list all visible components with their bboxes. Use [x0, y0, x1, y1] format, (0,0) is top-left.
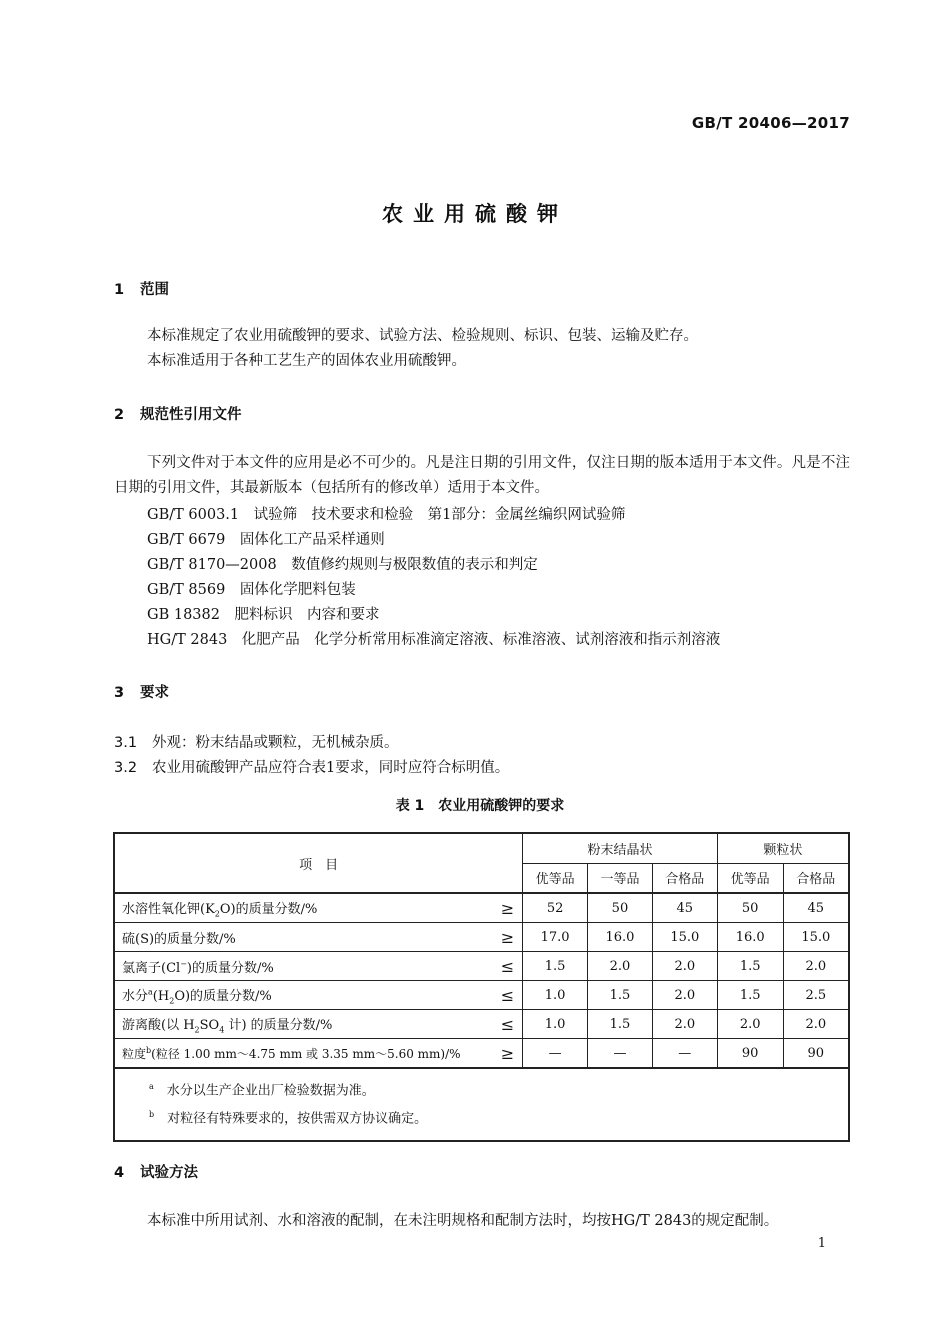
table-caption: 表 1 农业用硫酸钾的要求 — [395, 798, 565, 814]
document-title: 农业用硫酸钾 — [382, 202, 568, 226]
row-label: 游离酸(以 $H_2SO_4$ 计) 的质量分数/% ≤ — [114, 1010, 523, 1039]
table-cell: 2.0 — [783, 1010, 849, 1039]
table-cell: 17.0 — [523, 923, 588, 952]
reference-item — [147, 553, 538, 574]
section-number: 1 — [114, 282, 125, 298]
grade-header: 合格品 — [652, 863, 717, 893]
comparison-symbol: ≤ — [500, 986, 515, 1005]
clause-text: 农业用硫酸钾产品应符合表1要求，同时应符合标明值。 — [152, 760, 510, 776]
table-cell: 2.0 — [652, 1010, 717, 1039]
clause-number: 3.2 — [114, 760, 138, 776]
group-header-powder: 粉末结晶状 — [523, 833, 718, 863]
section-title: 范围 — [140, 282, 169, 298]
reference-code: GB 18382 — [147, 607, 220, 623]
section-title: 要求 — [140, 685, 169, 701]
table-cell: 1.5 — [588, 1010, 653, 1039]
table-cell: 2.5 — [783, 981, 849, 1010]
row-label: 硫(S)的质量分数/% ≥ — [114, 923, 523, 952]
table-cell: 50 — [588, 893, 653, 923]
table-cell: — — [588, 1039, 653, 1069]
row-label: 氯离子(Cl−)的质量分数/% ≤ — [114, 952, 523, 981]
table-cell: — — [523, 1039, 588, 1069]
table-note: $^b$ 对粒径有特殊要求的，按供需双方协议确定。 — [149, 1110, 428, 1127]
table-cell: 16.0 — [717, 923, 783, 952]
grade-header: 优等品 — [717, 863, 783, 893]
table-cell: 90 — [783, 1039, 849, 1069]
table-row — [114, 981, 849, 1010]
paragraph: 本标准适用于各种工艺生产的固体农业用硫酸钾。 — [147, 353, 466, 369]
section-number: 3 — [114, 685, 125, 701]
table-row — [114, 1039, 849, 1069]
table-row — [114, 952, 849, 981]
section-1-heading — [114, 278, 169, 299]
comparison-symbol: ≥ — [500, 899, 515, 918]
requirements-table — [113, 832, 850, 1142]
table-row — [114, 1010, 849, 1039]
section-2-heading — [114, 403, 242, 424]
section-title: 规范性引用文件 — [140, 407, 242, 423]
grade-header: 合格品 — [783, 863, 849, 893]
reference-item — [147, 528, 385, 549]
table-cell: 2.0 — [652, 952, 717, 981]
table-cell: 15.0 — [652, 923, 717, 952]
table-cell: 2.0 — [652, 981, 717, 1010]
reference-item — [147, 628, 720, 649]
reference-title: 试验筛 技术要求和检验 第1部分：金属丝编织网试验筛 — [253, 507, 626, 523]
table-cell: 50 — [717, 893, 783, 923]
page-number: 1 — [817, 1236, 826, 1251]
section-title: 试验方法 — [140, 1165, 198, 1181]
reference-item — [147, 503, 625, 524]
reference-code: GB/T 8569 — [147, 582, 226, 598]
reference-item — [147, 578, 356, 599]
grade-header: 优等品 — [523, 863, 588, 893]
table-cell: 1.5 — [588, 981, 653, 1010]
table-cell: 52 — [523, 893, 588, 923]
table-cell: 16.0 — [588, 923, 653, 952]
comparison-symbol: ≥ — [500, 1044, 515, 1063]
reference-item — [147, 603, 379, 624]
comparison-symbol: ≤ — [500, 957, 515, 976]
clause-3-1 — [114, 731, 399, 752]
clause-text: 外观：粉末结晶或颗粒，无机械杂质。 — [152, 735, 399, 751]
standard-number: GB/T 20406—2017 — [691, 114, 850, 132]
item-header: 项 目 — [114, 833, 523, 893]
reference-code: GB/T 6679 — [147, 532, 226, 548]
table-cell: 1.0 — [523, 1010, 588, 1039]
comparison-symbol: ≤ — [500, 1015, 515, 1034]
table-cell: 15.0 — [783, 923, 849, 952]
row-label: 粒度$^b$(粒径 1.00 mm～4.75 mm 或 3.35 mm～5.60 mm)/% ≥ — [114, 1039, 523, 1069]
reference-title: 肥料标识 内容和要求 — [234, 607, 380, 623]
row-label: 水分$^a(H_2O)$的质量分数/% ≤ — [114, 981, 523, 1010]
table-cell: 2.0 — [783, 952, 849, 981]
comparison-symbol: ≥ — [500, 928, 515, 947]
table-cell: 1.0 — [523, 981, 588, 1010]
table-row — [114, 893, 849, 923]
paragraph: 下列文件对于本文件的应用是必不可少的。凡是注日期的引用文件，仅注日期的版本适用于本文件。凡是不注日期的引用文件，其最新版本（包括所有的修改单）适用于本文件。 — [114, 455, 850, 496]
table-cell: 1.5 — [523, 952, 588, 981]
table-cell: 90 — [717, 1039, 783, 1069]
reference-title: 化肥产品 化学分析常用标准滴定溶液、标准溶液、试剂溶液和指示剂溶液 — [241, 632, 721, 648]
table-cell: 45 — [783, 893, 849, 923]
row-label: 水溶性氧化钾$(K_2O)$的质量分数/% ≥ — [114, 893, 523, 923]
table-cell: 1.5 — [717, 981, 783, 1010]
table-cell: 2.0 — [717, 1010, 783, 1039]
table-notes — [114, 1068, 849, 1141]
section-number: 2 — [114, 407, 125, 423]
reference-code: GB/T 6003.1 — [147, 507, 240, 523]
table-cell: — — [652, 1039, 717, 1069]
section-3-heading — [114, 681, 169, 702]
section-number: 4 — [114, 1165, 125, 1181]
table-note: $^a$ 水分以生产企业出厂检验数据为准。 — [149, 1082, 375, 1099]
group-header-granular: 颗粒状 — [717, 833, 849, 863]
reference-code: GB/T 8170—2008 — [147, 557, 277, 573]
reference-title: 固体化学肥料包装 — [239, 582, 356, 598]
table-cell: 45 — [652, 893, 717, 923]
section-4-heading — [114, 1161, 198, 1182]
table-cell: 1.5 — [717, 952, 783, 981]
paragraph: 本标准中所用试剂、水和溶液的配制，在未注明规格和配制方法时，均按HG/T 2843的规定配制。 — [147, 1213, 779, 1229]
reference-title: 固体化工产品采样通则 — [239, 532, 385, 548]
grade-header: 一等品 — [588, 863, 653, 893]
clause-3-2 — [114, 756, 509, 777]
paragraph: 本标准规定了农业用硫酸钾的要求、试验方法、检验规则、标识、包装、运输及贮存。 — [147, 328, 698, 344]
reference-title: 数值修约规则与极限数值的表示和判定 — [291, 557, 538, 573]
table-row — [114, 923, 849, 952]
clause-number: 3.1 — [114, 735, 138, 751]
reference-code: HG/T 2843 — [147, 632, 228, 648]
table-cell: 2.0 — [588, 952, 653, 981]
